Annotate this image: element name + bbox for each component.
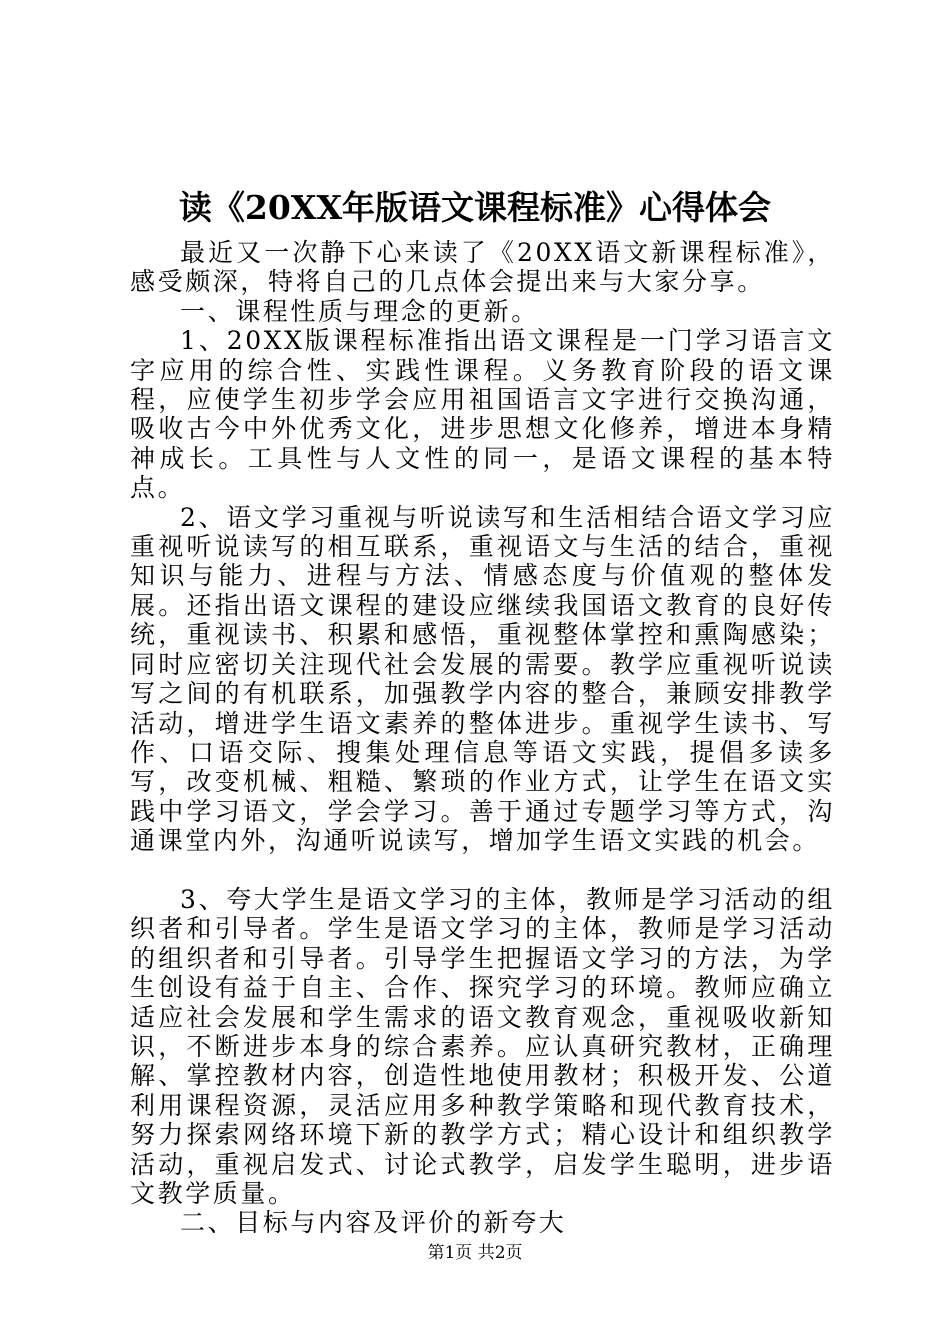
paragraph-point-1: 1、20XX版课程标准指出语文课程是一门学习语言文字应用的综合性、实践性课程。义务教育阶段的语文课程，应使学生初步学会应用祖国语言文字进行交换沟通，吸收古今中外优秀文化，进步思想文化修养，增进本身精神成长。工具性与人文性的同一，是语文课程的基本特点。	[130, 326, 835, 503]
paragraph-point-2: 2、语文学习重视与听说读写和生活相结合语文学习应重视听说读写的相互联系，重视语文与生活的结合，重视知识与能力、进程与方法、情感态度与价值观的整体发展。还指出语文课程的建设应继续我国语文教育的良好传统，重视读书、积累和感悟，重视整体掌控和熏陶感染；同时应密切关注现代社会发展的需要。教学应重视听说读写之间的有机联系，加强教学内容的整合，兼顾安排教学活动，增进学生语文素养的整体进步。重视学生读书、写作、口语交际、搜集处理信息等语文实践，提倡多读多写，改变机械、粗糙、繁琐的作业方式，让学生在语文实践中学习语文，学会学习。善于通过专题学习等方式，沟通课堂内外，沟通听说读写，增加学生语文实践的机会。	[130, 502, 835, 856]
paragraph-section-2-heading: 二、目标与内容及评价的新夸大	[180, 1208, 567, 1238]
paragraph-point-3: 3、夸大学生是语文学习的主体，教师是学习活动的组织者和引导者。学生是语文学习的主体，教师是学习活动的组织者和引导者。引导学生把握语文学习的方法，为学生创设有益于自主、合作、探究学习的环境。教师应确立适应社会发展和学生需求的语文教育观念，重视吸收新知识，不断进步本身的综合素养。应认真研究教材，正确理解、掌控教材内容，创造性地使用教材；积极开发、公道利用课程资源，灵活应用多种教学策略和现代教育技术，努力探索网络环境下新的教学方式；精心设计和组织教学活动，重视启发式、讨论式教学，启发学生聪明，进步语文教学质量。	[130, 884, 835, 1208]
document-title: 读《20XX年版语文课程标准》心得体会	[178, 188, 772, 227]
document-body	[130, 238, 835, 1238]
paragraph-intro: 最近又一次静下心来读了《20XX语文新课程标准》，感受颇深，特将自己的几点体会提出来与大家分享。	[130, 238, 835, 297]
paragraph-section-1-heading: 一、课程性质与理念的更新。	[180, 296, 539, 326]
page-footer: 第1页 共2页	[427, 1243, 523, 1263]
